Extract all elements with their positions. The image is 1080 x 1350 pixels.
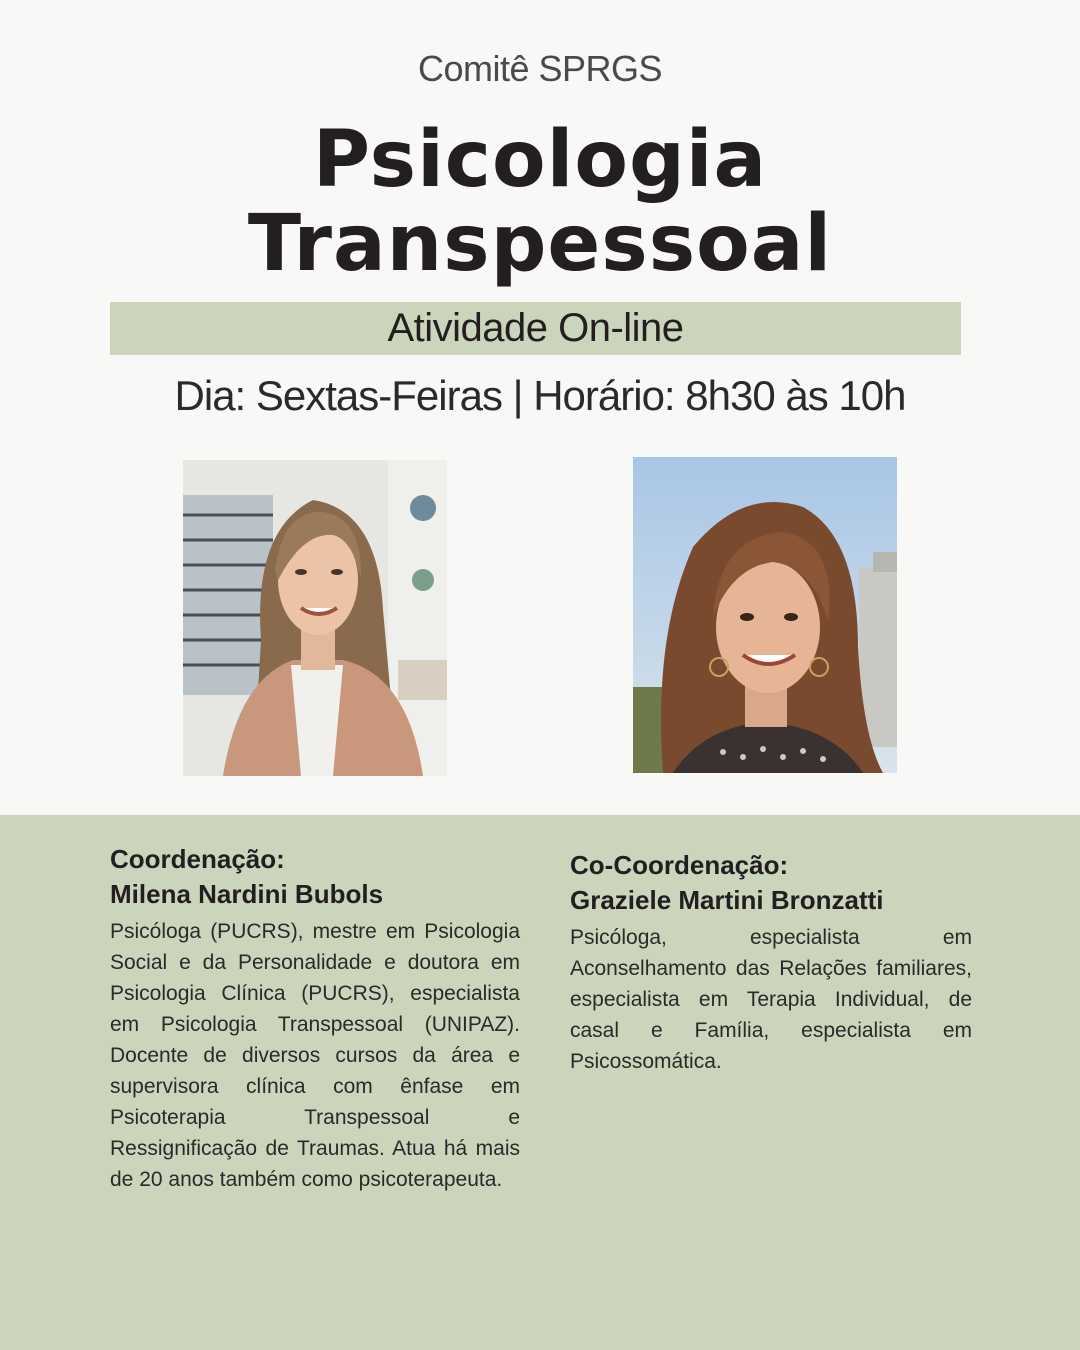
coordinator-card — [110, 842, 520, 1195]
co-coordinator-portrait-illustration — [633, 457, 897, 773]
coordinator-role: Coordenação: — [110, 844, 285, 874]
activity-label: Atividade On-line — [387, 306, 684, 350]
coordinator-bio: Psicóloga (PUCRS), mestre em Psicologia Social e da Personalidade e doutora em Psicologia Clínica (PUCRS), especialista em Psicologia Transpessoal (UNIPAZ). Docente de diversos cursos da área e supervisora clínica com ênfase em Psicoterapia Transpessoal e Ressignificação de Traumas. Atua há mais de 20 anos também como psicoterapeuta. — [110, 920, 520, 1191]
co-coordinator-card — [570, 848, 972, 1077]
co-coordinator-name: Graziele Martini Bronzatti — [570, 885, 884, 915]
committee-label: Comitê SPRGS — [417, 48, 663, 89]
coordinator-photo — [183, 460, 447, 776]
co-coordinator-bio: Psicóloga, especialista em Aconselhamento das Relações familiares, especialista em Terapia Individual, de casal e Família, especialista em Psicossomática. — [570, 926, 972, 1073]
schedule-text: Dia: Sextas-Feiras | Horário: 8h30 às 10h — [174, 372, 906, 419]
title-line-1: Psicologia — [312, 115, 768, 205]
coordinator-name: Milena Nardini Bubols — [110, 879, 384, 909]
co-coordinator-role: Co-Coordenação: — [570, 850, 789, 880]
title-line-2: Transpessoal — [247, 199, 833, 289]
co-coordinator-photo — [633, 457, 897, 773]
page-title — [0, 115, 1080, 289]
activity-banner — [110, 302, 961, 355]
coordinator-portrait-illustration — [183, 460, 447, 776]
